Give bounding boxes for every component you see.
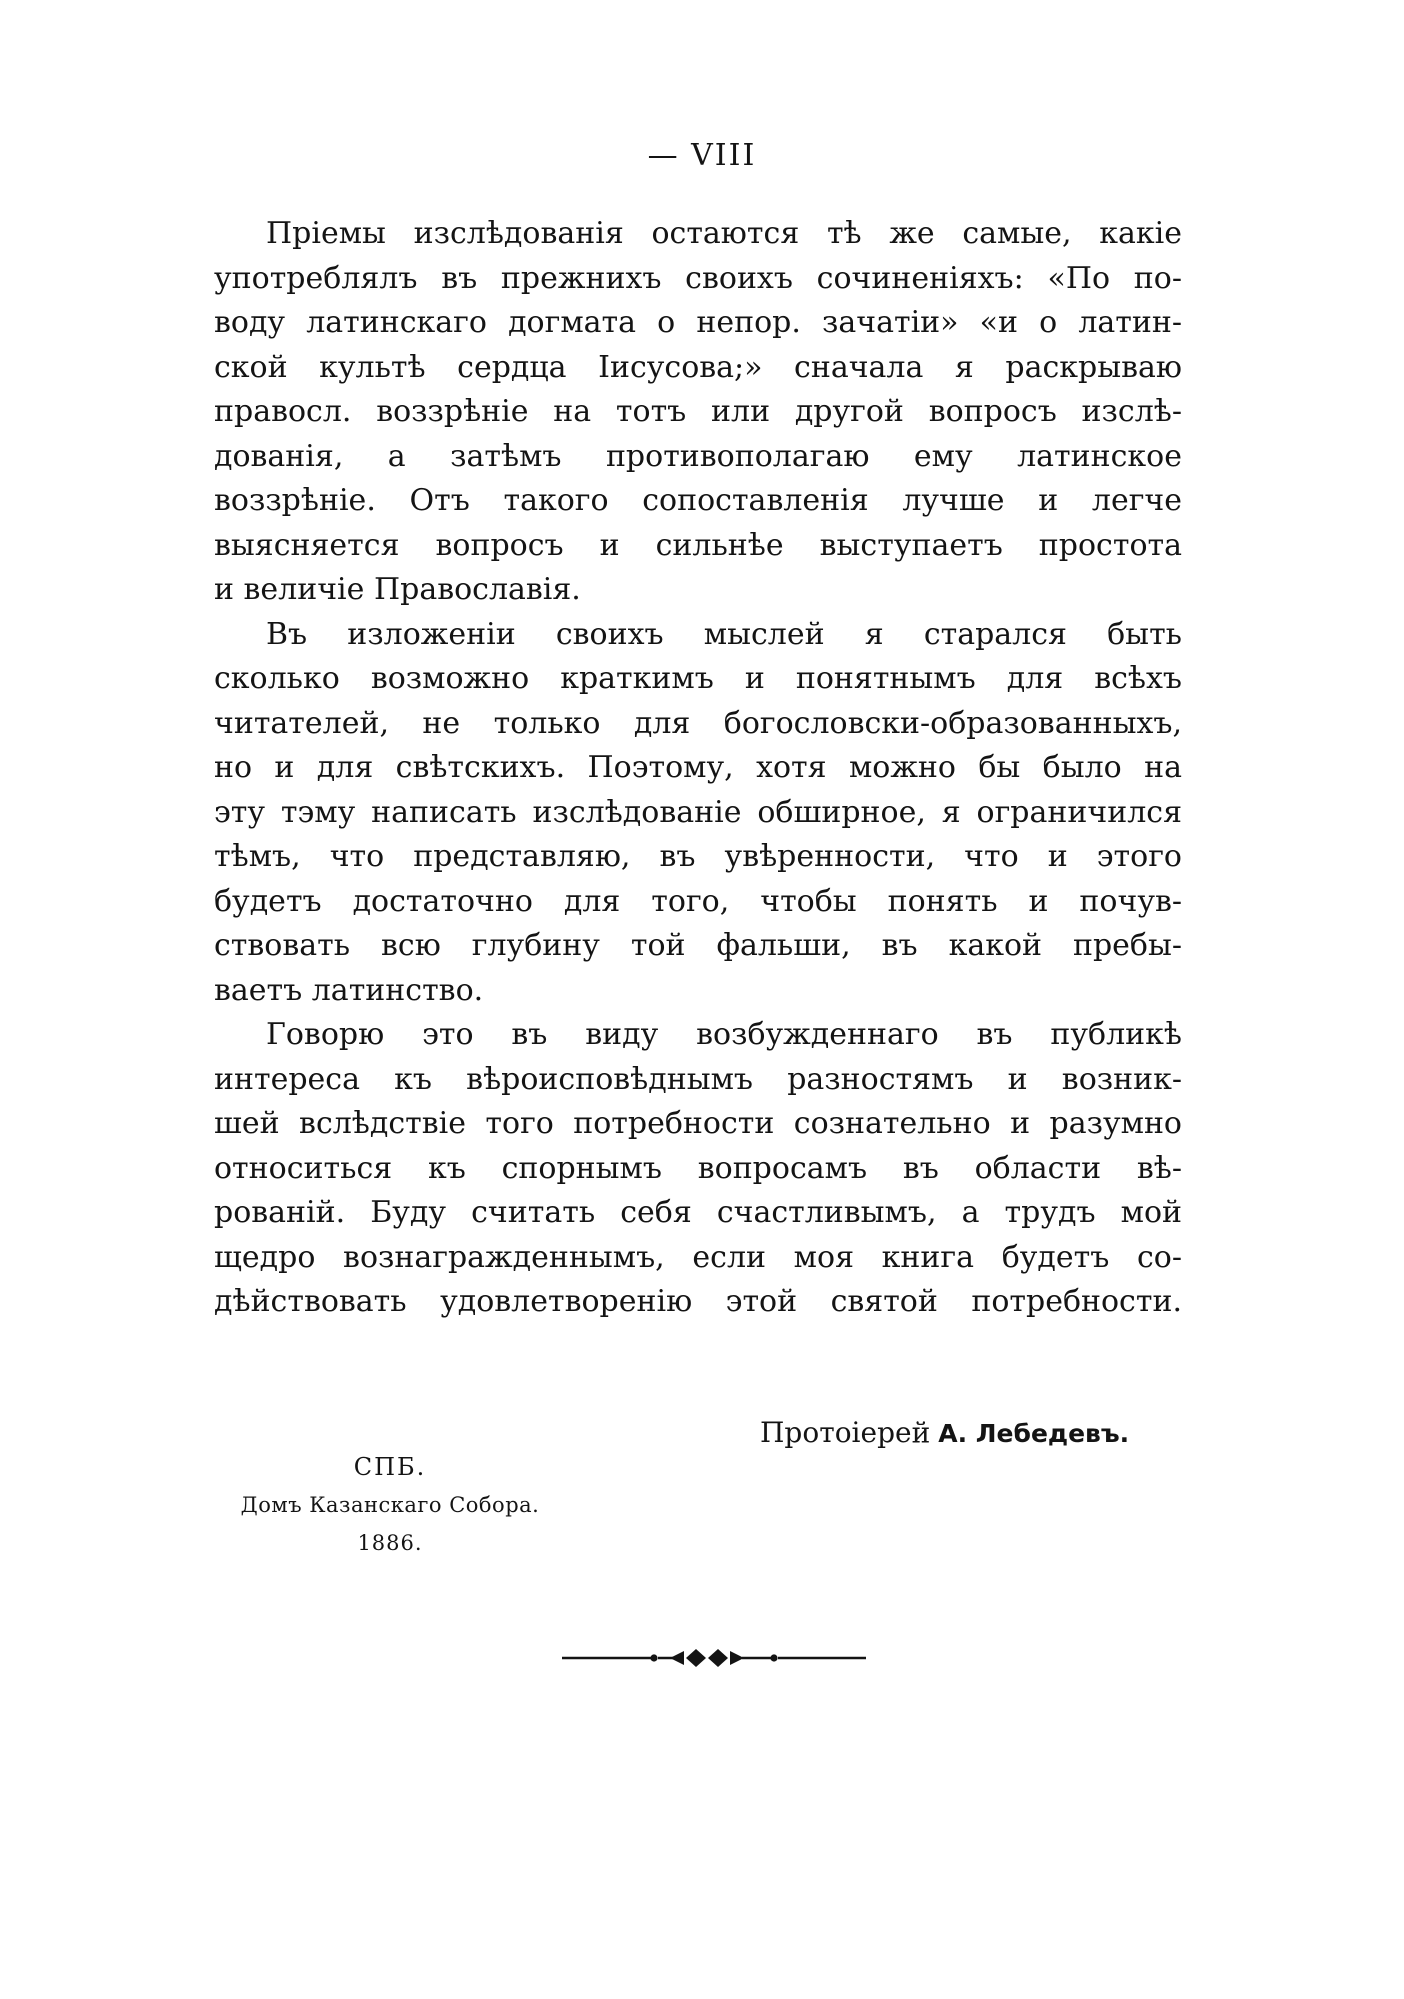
text-line: воззрѣніе. Отъ такого сопоставленія лучше и легче (214, 483, 1182, 518)
paragraph-3 (214, 1013, 1182, 1325)
signature-name: А. Лебедевъ. (938, 1419, 1130, 1448)
signature (760, 1416, 1129, 1449)
page-number: — VIII (647, 138, 757, 173)
text-line: рованій. Буду считать себя счастливымъ, а трудъ мой (214, 1195, 1182, 1230)
text-line: интереса къ вѣроисповѣднымъ разностямъ и возник- (214, 1061, 1182, 1097)
text-line: читателей, не только для богословски-образованныхъ, (214, 705, 1182, 741)
text-line: но и для свѣтскихъ. Поэтому, хотя можно бы было на (214, 750, 1182, 785)
text-line: выясняется вопросъ и сильнѣе выступаетъ простота (214, 527, 1182, 563)
text-line: Говорю это въ виду возбужденнаго въ публикѣ (266, 1017, 1182, 1052)
body-text (214, 212, 1182, 1325)
text-line: сколько возможно краткимъ и понятнымъ для всѣхъ (214, 661, 1182, 696)
text-line: щедро вознагражденнымъ, если моя книга будетъ со- (214, 1239, 1182, 1275)
text-line: дованія, а затѣмъ противополагаю ему латинское (214, 438, 1182, 474)
text-line: правосл. воззрѣніе на тотъ или другой вопросъ изслѣ- (214, 394, 1182, 429)
text-line: дѣйствовать удовлетворенію этой святой потребности. (214, 1284, 1182, 1319)
text-line: употреблялъ въ прежнихъ своихъ сочиненіяхъ: «По по- (214, 260, 1182, 296)
text-line: ской культѣ сердца Іисусова;» сначала я раскрываю (214, 349, 1182, 385)
text-line: будетъ достаточно для того, чтобы понять и почув- (214, 883, 1182, 919)
text-line: тѣмъ, что представляю, въ увѣренности, что и этого (214, 839, 1182, 874)
text-line: ваетъ латинство. (214, 972, 484, 1008)
paragraph-2 (214, 613, 1182, 1014)
imprint-publisher: Домъ Казанскаго Собора. (240, 1493, 540, 1517)
text-line: эту тэму написать изслѣдованіе обширное, я ограничился (214, 794, 1182, 830)
paragraph-1 (214, 212, 1182, 613)
text-line: шей вслѣдствіе того потребности сознательно и разумно (214, 1106, 1182, 1141)
text-line: Пріемы изслѣдованія остаются тѣ же самые, какіе (266, 216, 1182, 251)
text-line: воду латинскаго догмата о непор. зачатіи» «и о латин- (214, 305, 1182, 340)
imprint-year: 1886. (357, 1531, 423, 1555)
ornament-divider-icon (562, 1646, 866, 1670)
imprint (200, 1448, 580, 1562)
text-line: и величіе Православія. (214, 572, 581, 607)
imprint-city: СПБ. (353, 1453, 427, 1481)
text-line: Въ изложеніи своихъ мыслей я старался быть (266, 616, 1182, 652)
signature-rank: Протоіерей (760, 1416, 931, 1449)
text-line: относиться къ спорнымъ вопросамъ въ области вѣ- (214, 1150, 1182, 1186)
text-line: ствовать всю глубину той фальши, въ какой пребы- (214, 928, 1182, 963)
